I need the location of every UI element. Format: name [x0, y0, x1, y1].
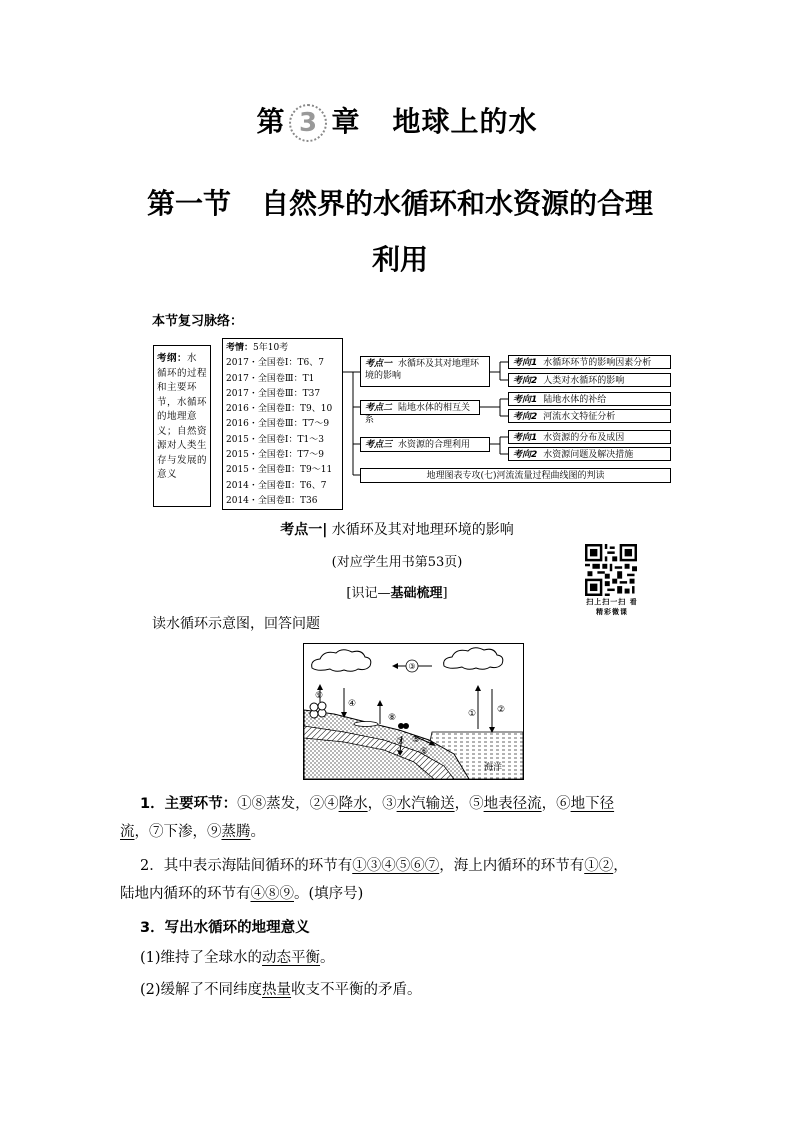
exam-history-box	[222, 338, 343, 510]
q1-answer: 地下径	[570, 796, 615, 812]
q1-text: ①⑧蒸发，②④	[237, 796, 339, 812]
chapter-number: 3	[289, 104, 327, 142]
section-title-line2: 利用	[371, 243, 428, 276]
q1-text: ，③	[367, 796, 397, 812]
point-tag: 考点三	[365, 440, 393, 450]
direction-box	[508, 409, 671, 423]
direction-text: 水循环环节的影响因素分析	[543, 358, 652, 368]
direction-text: 河流水文特征分析	[543, 412, 616, 422]
read-prompt: 读水循环示意图，回答问题	[152, 616, 320, 632]
q3-1-text: 。	[320, 950, 335, 966]
q1-answer: 蒸腾	[221, 824, 251, 840]
q2-text: ，海上内循环的环节有	[439, 858, 585, 874]
chapter-heading	[0, 100, 794, 142]
syllabus-text: 水循环的过程和主要环节，水循环的地理意义；自然资源对人类生存与发展的意义	[157, 353, 208, 480]
q2-text: ，	[613, 858, 628, 874]
direction-tag: 考向1	[513, 433, 538, 443]
kaodian-title	[0, 519, 794, 539]
exam-head: 考情：	[226, 343, 254, 353]
exam-item: 2017・全国卷Ⅰ：T6、7	[226, 358, 324, 369]
point-box-3	[360, 437, 490, 452]
question-3-1	[120, 944, 680, 972]
q1-text: 。	[250, 824, 265, 840]
q1-answer: 流	[120, 824, 135, 840]
chapter-title: 地球上的水	[392, 105, 538, 138]
q2-text: 。(填序号)	[294, 886, 364, 902]
direction-box	[508, 447, 671, 461]
point-box-1	[360, 356, 490, 387]
q1-answer: 降水	[338, 796, 368, 812]
exam-item: 2014・全国卷Ⅱ：T36	[226, 495, 318, 506]
qr-caption: 扫上扫一扫 看精彩微课	[586, 598, 638, 616]
point-text: 水循环及其对地理环境的影响	[365, 359, 480, 381]
basis-bold: 基础梳理	[390, 586, 443, 601]
section-number: 第一节	[146, 187, 231, 220]
kaodian-tag: 考点一|	[280, 522, 328, 538]
exam-item: 2017・全国卷Ⅲ：T37	[226, 388, 321, 399]
exam-item: 2015・全国卷Ⅱ：T9～11	[226, 465, 333, 476]
direction-tag: 考向2	[513, 376, 538, 386]
direction-tag: 考向1	[513, 358, 538, 368]
point-tag: 考点二	[365, 403, 393, 413]
kaodian-text: 水循环及其对地理环境的影响	[331, 522, 514, 538]
kaodian-ref: (对应学生用书第53页)	[331, 555, 463, 570]
q3-label: 3．写出水循环的地理意义	[140, 920, 310, 936]
exam-item: 2015・全国卷Ⅰ：T7～9	[226, 450, 324, 461]
kaodian-basis	[0, 582, 794, 601]
exam-count: 5年10考	[253, 343, 289, 353]
exam-item: 2016・全国卷Ⅱ：T9、10	[226, 404, 333, 415]
question-3	[120, 914, 680, 942]
exam-item: 2016・全国卷Ⅲ：T7～9	[226, 419, 330, 430]
water-cycle-diagram	[303, 643, 524, 780]
q1-text: ，⑤	[454, 796, 484, 812]
q1-text: ，⑥	[541, 796, 571, 812]
diagram-label: ⑦	[395, 737, 405, 747]
qr-code-icon[interactable]	[585, 544, 637, 596]
q1-answer: 水汽输送	[396, 796, 455, 812]
chapter-prefix: 第	[256, 105, 286, 138]
diagram-label: ②	[496, 705, 506, 715]
point-text: 陆地水体的相互关系	[365, 403, 471, 425]
diagram-label: ⑨	[314, 691, 324, 701]
direction-box	[508, 355, 671, 369]
q3-2-text: (2)缓解了不同纬度	[140, 982, 263, 998]
review-label: 本节复习脉络：	[152, 314, 244, 329]
q3-1-text: (1)维持了全球水的	[140, 950, 263, 966]
diagram-label: ④	[347, 699, 357, 709]
q1-answer: 地表径流	[483, 796, 542, 812]
point-tag: 考点一	[365, 359, 393, 369]
q2-text: 2．其中表示海陆间循环的环节有	[140, 858, 353, 874]
basis-left: [识记—	[346, 586, 391, 601]
chapter-suffix: 章	[331, 105, 361, 138]
q2-answer: ①③④⑤⑥⑦	[352, 858, 440, 874]
q2-answer: ④⑧⑨	[250, 886, 294, 902]
section-title	[100, 176, 700, 288]
q1-text: ，⑦下渗，⑨	[134, 824, 222, 840]
exam-item: 2017・全国卷Ⅲ：T1	[226, 373, 315, 384]
direction-box	[508, 430, 671, 444]
q2-answer: ①②	[584, 858, 614, 874]
q2-text: 陆地内循环的环节有	[120, 886, 251, 902]
direction-text: 陆地水体的补给	[543, 395, 607, 405]
point-text: 水资源的合理利用	[398, 440, 471, 450]
q3-2-text: 收支不平衡的矛盾。	[291, 982, 422, 998]
special-topic-box	[360, 468, 671, 483]
diagram-label: ⑥	[419, 747, 429, 757]
diagram-label: ⑧	[387, 713, 397, 723]
q3-1-answer: 动态平衡	[262, 950, 321, 966]
diagram-label: ①	[467, 709, 477, 719]
question-3-2	[120, 976, 680, 1004]
direction-box	[508, 373, 671, 387]
diagram-label: ③	[408, 662, 416, 671]
q1-label: 1．主要环节：	[140, 796, 238, 812]
ocean-label: 海洋	[484, 763, 503, 773]
direction-tag: 考向2	[513, 450, 538, 460]
direction-text: 人类对水循环的影响	[543, 376, 625, 386]
direction-box	[508, 392, 671, 406]
section-title-line1: 自然界的水循环和水资源的合理	[261, 187, 654, 220]
basis-right: ]	[442, 586, 448, 601]
exam-item: 2014・全国卷Ⅱ：T6、7	[226, 480, 327, 491]
q3-2-answer: 热量	[262, 982, 292, 998]
direction-text: 水资源的分布及成因	[543, 433, 625, 443]
special-topic-text: 地理图表专攻(七)河流流量过程曲线图的判读	[426, 471, 605, 481]
direction-text: 水资源问题及解决措施	[543, 450, 634, 460]
question-2	[120, 852, 680, 908]
syllabus-head: 考纲：	[157, 353, 188, 364]
diagram-label: ⑤	[411, 735, 421, 745]
exam-item: 2015・全国卷Ⅰ：T1～3	[226, 434, 324, 445]
direction-tag: 考向2	[513, 412, 538, 422]
syllabus-box	[153, 345, 211, 507]
point-box-2	[360, 400, 480, 425]
direction-tag: 考向1	[513, 395, 538, 405]
question-1	[120, 790, 680, 846]
